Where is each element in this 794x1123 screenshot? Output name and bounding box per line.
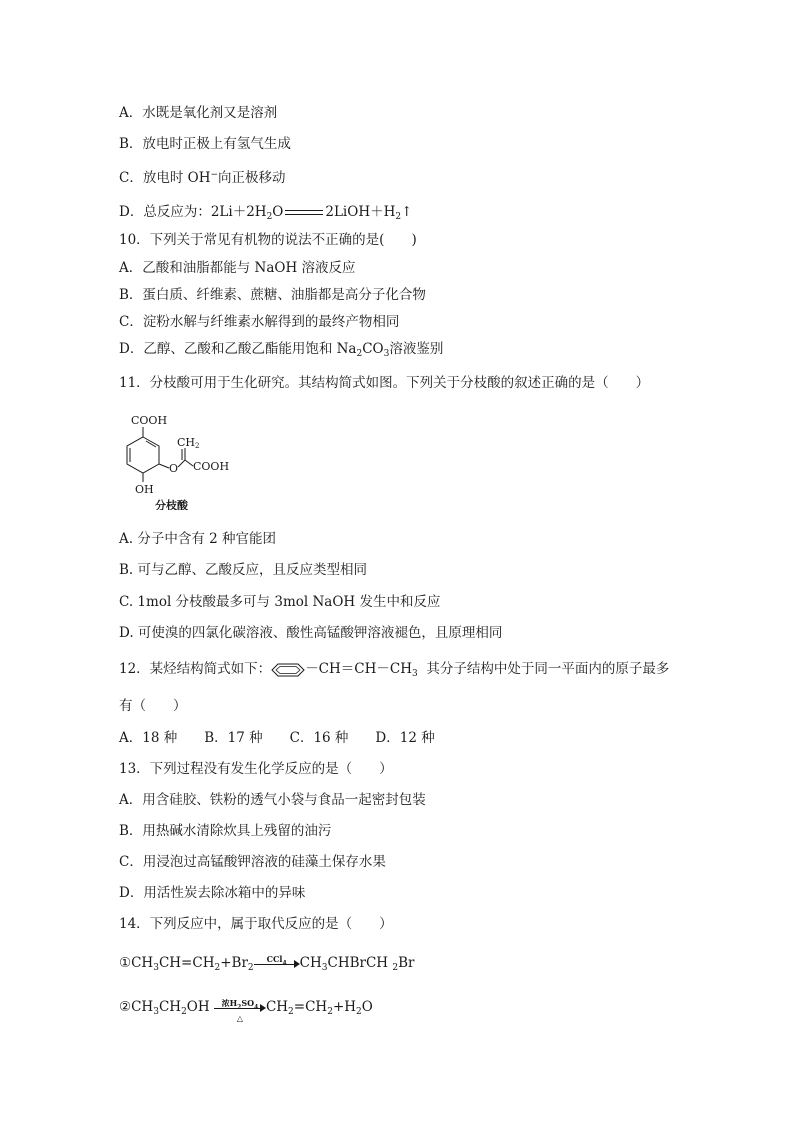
- r1-lhs: ①CH: [119, 955, 154, 971]
- r2-lhs: ②CH: [119, 999, 154, 1015]
- q11-option-b: B. 可与乙醇、乙酸反应，且反应类型相同: [119, 562, 368, 578]
- q11-option-c: C. 1mol 分枝酸最多可与 3mol NaOH 发生中和反应: [119, 594, 441, 610]
- q12-formula: －CH＝CH－CH: [305, 661, 412, 677]
- sub: 2: [181, 1007, 187, 1017]
- q9-c-sup: −: [210, 170, 219, 180]
- sub: 2: [327, 1007, 333, 1017]
- r2-cond-bot: △: [236, 1013, 244, 1023]
- sub: 2: [392, 963, 399, 973]
- sub: 3: [321, 963, 328, 973]
- reaction-arrow: [214, 997, 266, 1023]
- q9-option-a: A．水既是氧化剂又是溶剂: [119, 105, 278, 121]
- equal-arrow: [285, 208, 323, 218]
- r1-rhs: CH: [299, 955, 322, 971]
- q9-d-prefix: D．总反应为：2Li＋2H: [119, 204, 267, 220]
- q10-option-c: C．淀粉水解与纤维素水解得到的最终产物相同: [119, 314, 400, 330]
- figure-caption: 分枝酸: [155, 499, 188, 510]
- q10-stem: 10．下列关于常见有机物的说法不正确的是( ): [119, 232, 417, 248]
- q13-option-d: D．用活性炭去除冰箱中的异味: [119, 885, 306, 901]
- sub: 3: [153, 963, 159, 973]
- q12-stem: [119, 660, 669, 683]
- sub: 3: [153, 1007, 159, 1017]
- chorismic-acid-structure: [119, 410, 249, 510]
- q12-prefix: 12．某烃结构简式如下：: [119, 661, 272, 677]
- q13-option-a: A．用含硅胶、铁粉的透气小袋与食品一起密封包装: [119, 792, 426, 808]
- r2-lhs-end: OH: [186, 999, 210, 1015]
- label-cooh-top: COOH: [131, 414, 168, 427]
- q10-option-a: A．乙酸和油脂都能与 NaOH 溶液反应: [119, 260, 356, 276]
- q9-option-d: [119, 203, 412, 226]
- q14-stem: 14．下列反应中，属于取代反应的是（ ）: [119, 916, 393, 932]
- bond: [178, 460, 185, 467]
- q9-d-tail: ↑: [401, 204, 413, 220]
- q13-option-c: C．用浸泡过高锰酸钾溶液的硅藻土保存水果: [119, 854, 386, 870]
- q9-d-rhs: 2LiOH＋H: [325, 204, 396, 220]
- sub: 2: [356, 349, 363, 359]
- r2-lhs-rest: CH: [158, 999, 182, 1015]
- sub: 2: [247, 963, 254, 973]
- sub: 2: [266, 212, 273, 222]
- q10-option-d: [119, 340, 443, 363]
- q9-option-c: [119, 166, 286, 187]
- q11-option-a: A. 分子中含有 2 种官能团: [119, 531, 277, 547]
- bond: [159, 464, 169, 468]
- q13-stem: 13．下列过程没有发生化学反应的是（ ）: [119, 761, 393, 777]
- r1-rhs-rest: CHBrCH: [327, 955, 389, 971]
- q9-option-b: B．放电时正极上有氢气生成: [119, 136, 291, 152]
- r2-rhs: CH: [265, 999, 289, 1015]
- ring: [127, 437, 159, 473]
- q9-c-text: C．放电时 OH: [119, 170, 211, 186]
- sub: 3: [412, 669, 418, 679]
- sub: 2: [288, 1007, 294, 1017]
- label-cooh-side: COOH: [193, 460, 230, 473]
- sub: 2: [356, 1007, 362, 1017]
- q9-d-mid: O: [272, 204, 284, 220]
- r1-cond: CCl$_4$: [266, 953, 287, 967]
- q10-d-mid: CO: [362, 341, 384, 357]
- q11-option-d: D. 可使溴的四氯化碳溶液、酸性高锰酸钾溶液褪色，且原理相同: [119, 625, 503, 641]
- r1-plus: +Br: [220, 955, 248, 971]
- benzene-ring-icon: [271, 663, 305, 677]
- q14-reaction-2: [119, 998, 373, 1021]
- r2-rhs-end: +H: [332, 999, 357, 1015]
- r2-rhs-o: O: [361, 999, 373, 1015]
- q10-d-suffix: 溶液鉴别: [389, 341, 444, 357]
- reaction-arrow: [254, 953, 300, 972]
- q12-stem-line2: 有（ ）: [119, 698, 187, 714]
- sub: 3: [383, 349, 390, 359]
- q10-d-prefix: D．乙醇、乙酸和乙酸乙酯能用饱和 Na: [119, 341, 357, 357]
- label-o: O: [169, 462, 179, 475]
- q12-suffix: 其分子结构中处于同一平面内的原子最多: [426, 661, 670, 677]
- bond: [185, 460, 193, 466]
- label-ch2: CH2: [177, 436, 200, 450]
- sub: 2: [214, 963, 221, 973]
- q11-stem: 11．分枝酸可用于生化研究。其结构简式如图。下列关于分枝酸的叙述正确的是（ ）: [119, 375, 650, 391]
- q9-c-suffix: 向正极移动: [218, 170, 286, 186]
- q13-option-b: B．用热碱水清除炊具上残留的油污: [119, 823, 332, 839]
- r2-cond-top: 浓$H_2SO_4$: [221, 997, 259, 1011]
- q14-reaction-1: [119, 954, 414, 977]
- label-oh: OH: [135, 483, 154, 496]
- q10-option-b: B．蛋白质、纤维素、蔗糖、油脂都是高分子化合物: [119, 287, 426, 303]
- r1-rhs-end: Br: [398, 955, 415, 971]
- sub: 2: [395, 212, 402, 222]
- r1-lhs-rest: CH=CH: [158, 955, 215, 971]
- r2-rhs-mid: =CH: [293, 999, 328, 1015]
- q12-options: A．18 种 B．17 种 C．16 种 D．12 种: [119, 730, 435, 746]
